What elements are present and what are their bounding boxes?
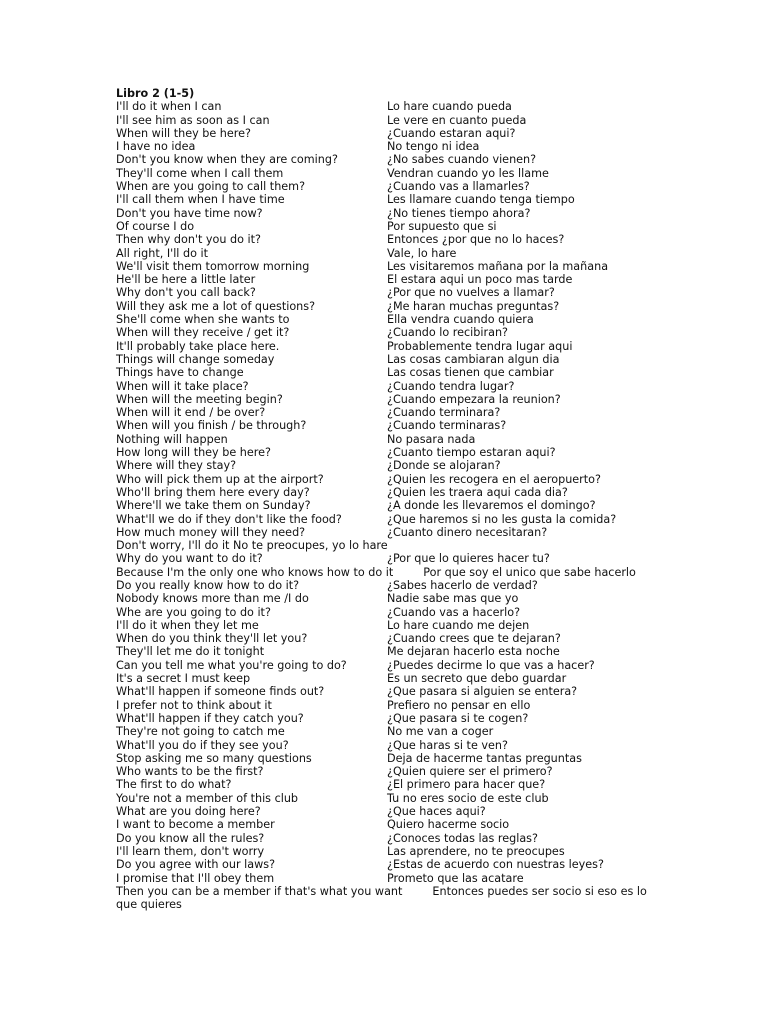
- spanish-translation: ¿Que pasara si te cogen?: [387, 711, 529, 725]
- english-phrase: She'll come when she wants to: [116, 313, 290, 327]
- english-phrase: Do you really know how to do it?: [116, 578, 300, 592]
- spanish-translation: ¿Cuando vas a llamarles?: [387, 180, 530, 194]
- spanish-translation: Lo hare cuando me dejen: [387, 618, 530, 632]
- english-phrase: When will you finish / be through?: [116, 419, 307, 433]
- spanish-translation: Deja de hacerme tantas preguntas: [387, 751, 582, 765]
- spanish-translation: ¿Cuando lo recibiran?: [387, 326, 508, 340]
- spanish-translation: ¿Cuando tendra lugar?: [387, 379, 515, 393]
- phrase-row: [116, 220, 656, 233]
- spanish-translation: Lo hare cuando pueda: [387, 100, 512, 114]
- english-phrase: Where'll we take them on Sunday?: [116, 499, 311, 513]
- english-phrase: How long will they be here?: [116, 446, 271, 460]
- spanish-translation: Vale, lo hare: [387, 246, 457, 260]
- spanish-translation: ¿El primero para hacer que?: [387, 778, 546, 792]
- phrase-row: [116, 805, 656, 818]
- phrase-row: [116, 832, 656, 845]
- english-phrase: When are you going to call them?: [116, 180, 306, 194]
- phrase-row: [116, 393, 656, 406]
- english-phrase: Where will they stay?: [116, 459, 237, 473]
- phrase-row: [116, 114, 656, 127]
- english-phrase: Who wants to be the first?: [116, 765, 264, 779]
- spanish-translation: ¿Cuando empezara la reunion?: [387, 392, 561, 406]
- english-phrase: When will they be here?: [116, 126, 251, 140]
- english-phrase: They're not going to catch me: [116, 725, 285, 739]
- english-phrase: The first to do what?: [116, 778, 232, 792]
- english-phrase: Nothing will happen: [116, 432, 228, 446]
- english-phrase: What'll happen if they catch you?: [116, 711, 304, 725]
- phrase-row: [116, 566, 656, 579]
- english-phrase: Then you can be a member if that's what you want: [116, 884, 403, 898]
- phrase-row: [116, 513, 656, 526]
- phrase-row: [116, 592, 656, 605]
- phrase-row: [116, 180, 656, 193]
- document-page: [116, 87, 656, 911]
- english-phrase: I want to become a member: [116, 818, 275, 832]
- spanish-translation: Es un secreto que debo guardar: [387, 672, 567, 686]
- english-phrase: When will the meeting begin?: [116, 392, 283, 406]
- phrase-row: [116, 273, 656, 286]
- spanish-translation: Le vere en cuanto pueda: [387, 113, 527, 127]
- spanish-translation: ¿No tienes tiempo ahora?: [387, 206, 531, 220]
- english-phrase: It'll probably take place here.: [116, 339, 280, 353]
- spanish-translation: ¿Me haran muchas preguntas?: [387, 299, 560, 313]
- phrase-row: [116, 725, 656, 738]
- phrase-row: [116, 233, 656, 246]
- english-phrase: I'll call them when I have time: [116, 193, 285, 207]
- spanish-translation: Prefiero no pensar en ello: [387, 698, 531, 712]
- phrase-row: [116, 127, 656, 140]
- spanish-translation: El estara aqui un poco mas tarde: [387, 273, 573, 287]
- spanish-translation: ¿Donde se alojaran?: [387, 459, 501, 473]
- spanish-translation: Nadie sabe mas que yo: [387, 592, 519, 606]
- english-phrase: What'll happen if someone finds out?: [116, 685, 325, 699]
- phrase-row: [116, 712, 656, 725]
- phrase-row: [116, 260, 656, 273]
- phrase-list: [116, 100, 656, 911]
- spanish-translation: Entonces ¿por que no lo haces?: [387, 233, 565, 247]
- spanish-translation: ¿Conoces todas las reglas?: [387, 831, 538, 845]
- english-phrase: I promise that I'll obey them: [116, 871, 275, 885]
- english-phrase: Why do you want to do it?: [116, 552, 263, 566]
- phrase-row: [116, 286, 656, 299]
- page-title: Libro 2 (1-5): [116, 87, 195, 100]
- english-phrase: Do you agree with our laws?: [116, 858, 276, 872]
- phrase-row: [116, 858, 656, 871]
- english-phrase: Don't you have time now?: [116, 206, 263, 220]
- spanish-translation: Tu no eres socio de este club: [387, 791, 549, 805]
- phrase-row: [116, 406, 656, 419]
- spanish-translation: ¿Cuanto tiempo estaran aqui?: [387, 446, 556, 460]
- spanish-translation: No me van a coger: [387, 725, 494, 739]
- english-phrase: What are you doing here?: [116, 805, 261, 819]
- english-phrase: When do you think they'll let you?: [116, 632, 308, 646]
- spanish-translation: Vendran cuando yo les llame: [387, 166, 549, 180]
- phrase-row: [116, 619, 656, 632]
- phrase-row: [116, 313, 656, 326]
- spanish-translation: No pasara nada: [387, 432, 476, 446]
- english-phrase: Whe are you going to do it?: [116, 605, 271, 619]
- spanish-translation: ¿A donde les llevaremos el domingo?: [387, 499, 596, 513]
- phrase-row: [116, 446, 656, 459]
- phrase-row: [116, 552, 656, 565]
- phrase-row: [116, 672, 656, 685]
- spanish-translation: Probablemente tendra lugar aqui: [387, 339, 573, 353]
- spanish-translation: ¿Por que lo quieres hacer tu?: [387, 552, 550, 566]
- phrase-row: [116, 419, 656, 432]
- english-phrase: When will it end / be over?: [116, 406, 266, 420]
- phrase-row: [116, 526, 656, 539]
- spanish-translation: No tengo ni idea: [387, 140, 480, 154]
- spanish-translation: ¿Cuando crees que te dejaran?: [387, 632, 561, 646]
- english-phrase: What'll you do if they see you?: [116, 738, 289, 752]
- english-phrase: Of course I do: [116, 219, 195, 233]
- phrase-row: [116, 207, 656, 220]
- english-phrase: They'll come when I call them: [116, 166, 284, 180]
- phrase-row: [116, 459, 656, 472]
- english-phrase: We'll visit them tomorrow morning: [116, 259, 310, 273]
- phrase-row: [116, 486, 656, 499]
- phrase-row: [116, 193, 656, 206]
- english-phrase: They'll let me do it tonight: [116, 645, 265, 659]
- phrase-row: [116, 792, 656, 805]
- spanish-translation: Por supuesto que si: [387, 219, 497, 233]
- english-phrase: I'll learn them, don't worry: [116, 844, 265, 858]
- phrase-row: [116, 353, 656, 366]
- english-phrase: When will it take place?: [116, 379, 249, 393]
- phrase-row: [116, 606, 656, 619]
- phrase-row: [116, 247, 656, 260]
- english-phrase: All right, I'll do it: [116, 246, 208, 260]
- phrase-row: [116, 167, 656, 180]
- spanish-translation: Les llamare cuando tenga tiempo: [387, 193, 575, 207]
- spanish-translation: ¿Que haces aqui?: [387, 805, 486, 819]
- spanish-translation: ¿Quien les recogera en el aeropuerto?: [387, 472, 601, 486]
- spanish-translation: Entonces puedes ser socio si eso es lo que quieres: [116, 884, 647, 912]
- spanish-translation: Ella vendra cuando quiera: [387, 313, 534, 327]
- phrase-row: [116, 473, 656, 486]
- phrase-row: [116, 499, 656, 512]
- phrase-row: [116, 340, 656, 353]
- spanish-translation: Quiero hacerme socio: [387, 818, 510, 832]
- english-phrase: Why don't you call back?: [116, 286, 256, 300]
- phrase-row: [116, 752, 656, 765]
- phrase-row: [116, 300, 656, 313]
- english-phrase: When will they receive / get it?: [116, 326, 290, 340]
- phrase-row: [116, 645, 656, 658]
- english-phrase: Don't worry, I'll do it No te preocupes, yo lo hare: [116, 539, 388, 553]
- phrase-row: [116, 699, 656, 712]
- phrase-row: [116, 818, 656, 831]
- spanish-translation: ¿Que haremos si no les gusta la comida?: [387, 512, 617, 526]
- spanish-translation: Las cosas tienen que cambiar: [387, 366, 554, 380]
- spanish-translation: ¿Cuando terminaras?: [387, 419, 507, 433]
- english-phrase: Then why don't you do it?: [116, 233, 261, 247]
- phrase-row: [116, 366, 656, 379]
- spanish-translation: ¿Sabes hacerlo de verdad?: [387, 578, 538, 592]
- spanish-translation: ¿Quien les traera aqui cada dia?: [387, 485, 568, 499]
- spanish-translation: ¿Que haras si te ven?: [387, 738, 508, 752]
- phrase-row: [116, 380, 656, 393]
- phrase-row: [116, 845, 656, 858]
- spanish-translation: ¿Cuando vas a hacerlo?: [387, 605, 521, 619]
- english-phrase: I prefer not to think about it: [116, 698, 272, 712]
- english-phrase: Do you know all the rules?: [116, 831, 265, 845]
- phrase-row: [116, 539, 656, 552]
- spanish-translation: Las cosas cambiaran algun dia: [387, 352, 560, 366]
- phrase-row: [116, 632, 656, 645]
- english-phrase: Because I'm the only one who knows how to do it: [116, 565, 394, 579]
- spanish-translation: ¿Estas de acuerdo con nuestras leyes?: [387, 858, 604, 872]
- english-phrase: How much money will they need?: [116, 525, 306, 539]
- spanish-translation: Las aprendere, no te preocupes: [387, 844, 565, 858]
- spanish-translation: ¿Por que no vuelves a llamar?: [387, 286, 555, 300]
- phrase-row: [116, 739, 656, 752]
- spanish-translation: Prometo que las acatare: [387, 871, 524, 885]
- phrase-row: [116, 153, 656, 166]
- english-phrase: It's a secret I must keep: [116, 672, 251, 686]
- phrase-row: [116, 326, 656, 339]
- english-phrase: Stop asking me so many questions: [116, 751, 312, 765]
- english-phrase: I have no idea: [116, 140, 196, 154]
- phrase-row: [116, 778, 656, 791]
- english-phrase: Nobody knows more than me /I do: [116, 592, 309, 606]
- english-phrase: Who'll bring them here every day?: [116, 485, 310, 499]
- phrase-row: [116, 433, 656, 446]
- english-phrase: What'll we do if they don't like the food?: [116, 512, 342, 526]
- english-phrase: You're not a member of this club: [116, 791, 299, 805]
- spanish-translation: ¿Puedes decirme lo que vas a hacer?: [387, 658, 595, 672]
- phrase-row: [116, 685, 656, 698]
- english-phrase: Can you tell me what you're going to do?: [116, 658, 347, 672]
- english-phrase: Things have to change: [116, 366, 244, 380]
- spanish-translation: ¿Cuanto dinero necesitaran?: [387, 525, 548, 539]
- spanish-translation: Les visitaremos mañana por la mañana: [387, 259, 609, 273]
- english-phrase: I'll see him as soon as I can: [116, 113, 270, 127]
- english-phrase: Don't you know when they are coming?: [116, 153, 338, 167]
- english-phrase: I'll do it when they let me: [116, 618, 259, 632]
- spanish-translation: ¿No sabes cuando vienen?: [387, 153, 537, 167]
- english-phrase: I'll do it when I can: [116, 100, 222, 114]
- spanish-translation: ¿Cuando estaran aqui?: [387, 126, 516, 140]
- spanish-translation: Por que soy el unico que sabe hacerlo: [423, 565, 636, 579]
- phrase-row: [116, 885, 656, 912]
- phrase-row: [116, 765, 656, 778]
- phrase-row: [116, 659, 656, 672]
- spanish-translation: ¿Que pasara si alguien se entera?: [387, 685, 578, 699]
- phrase-row: [116, 100, 656, 113]
- phrase-row: [116, 140, 656, 153]
- spanish-translation: Me dejaran hacerlo esta noche: [387, 645, 560, 659]
- phrase-row: [116, 579, 656, 592]
- english-phrase: Things will change someday: [116, 352, 275, 366]
- spanish-translation: ¿Quien quiere ser el primero?: [387, 765, 553, 779]
- phrase-row: [116, 872, 656, 885]
- english-phrase: He'll be here a little later: [116, 273, 256, 287]
- english-phrase: Will they ask me a lot of questions?: [116, 299, 316, 313]
- english-phrase: Who will pick them up at the airport?: [116, 472, 324, 486]
- spanish-translation: ¿Cuando terminara?: [387, 406, 501, 420]
